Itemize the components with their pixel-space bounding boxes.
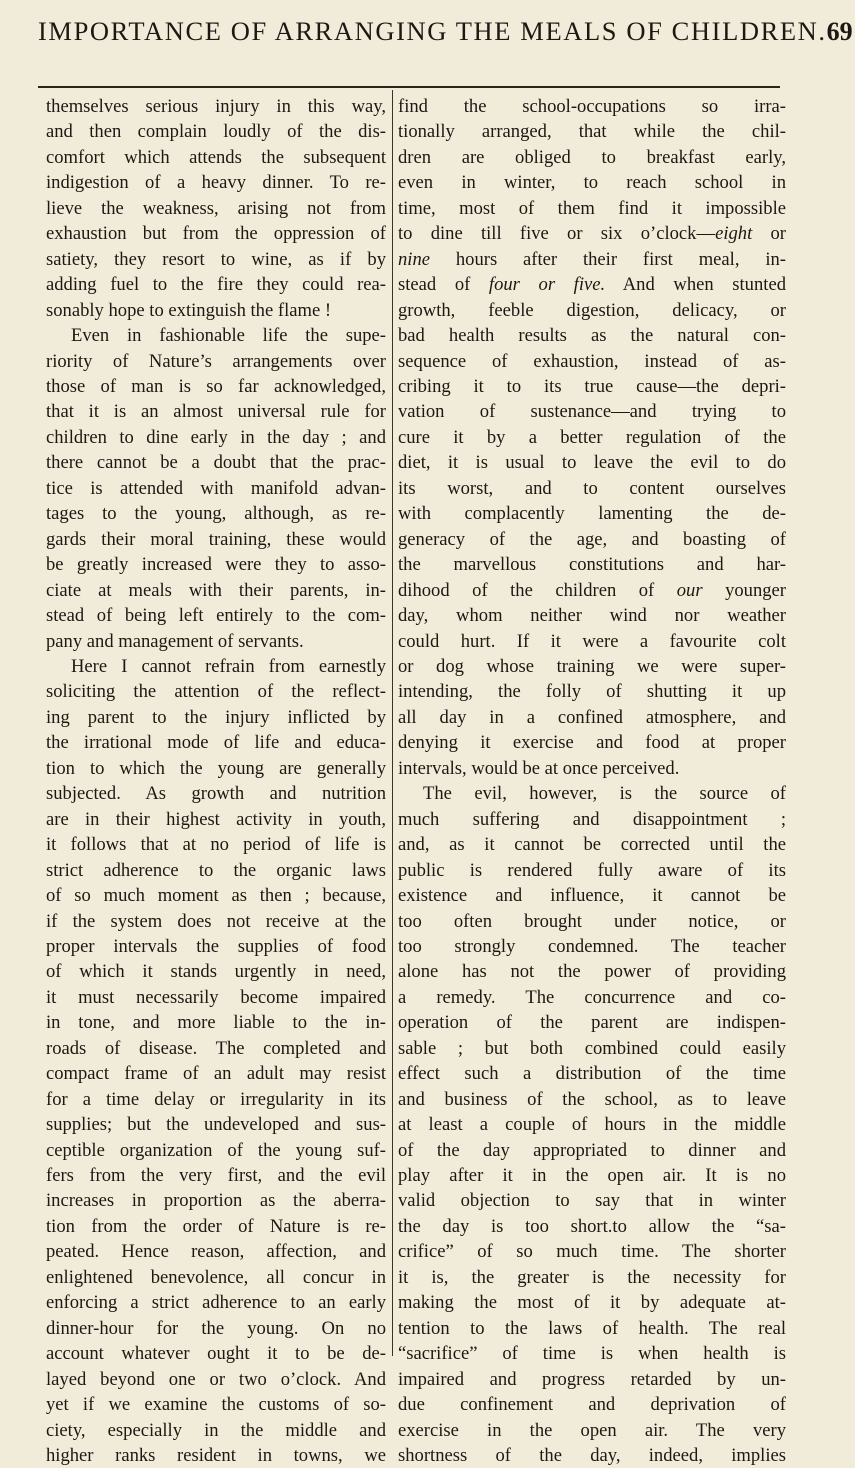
text-line: adding fuel to the fire they could rea-: [46, 274, 386, 296]
text-line: alone has not the power of providing: [398, 961, 786, 983]
text-line: soliciting the attention of the reflect-: [46, 681, 386, 703]
text-line: crifice” of so much time. The shorter: [398, 1241, 786, 1263]
text-line: [398, 221, 786, 246]
text-line: are in their highest activity in youth,: [46, 808, 386, 830]
text-line: tention to the laws of health. The real: [398, 1317, 786, 1339]
text-line: themselves serious injury in this way,: [46, 96, 386, 117]
text-line: riority of Nature’s arrangements over: [46, 350, 386, 372]
text-line: making the most of it by adequate at-: [398, 1292, 786, 1314]
text-line: [398, 578, 786, 603]
text-line: or dog whose training we were super-: [398, 655, 786, 677]
text-line: time, most of them find it impossible: [398, 197, 786, 219]
text-run: younger: [702, 579, 786, 601]
text-line: pany and management of servants.: [46, 630, 304, 652]
text-line: much suffering and disappointment ;: [398, 808, 786, 830]
text-line: for a time delay or irregularity in its: [46, 1088, 386, 1110]
text-line: dren are obliged to breakfast early,: [398, 146, 786, 168]
text-line: increases in proportion as the aberra-: [46, 1190, 386, 1212]
text-line: play after it in the open air. It is no: [398, 1165, 786, 1187]
text-run: dihood of the children of: [398, 579, 677, 601]
italic-run: eight: [715, 223, 753, 245]
page-number: 69: [826, 17, 853, 46]
text-line: account whatever ought it to be de-: [46, 1343, 386, 1365]
text-line: its worst, and to content ourselves: [398, 477, 786, 499]
text-line: sequence of exhaustion, instead of as-: [398, 350, 786, 372]
text-line: exhaustion but from the oppression of: [46, 223, 386, 245]
paragraph-start-line: The evil, however, is the source of: [423, 783, 786, 805]
text-line: dinner-hour for the young. On no: [46, 1317, 386, 1339]
text-line: exercise in the open air. The very: [398, 1419, 786, 1441]
text-line: the marvellous constitutions and har-: [398, 554, 786, 576]
text-line: existence and influence, it cannot be: [398, 885, 786, 907]
text-run: hours after their first meal, in-: [430, 248, 786, 270]
text-line: find the school-occupations so irra-: [398, 96, 786, 117]
text-line: sable ; but both combined could easily: [398, 1037, 786, 1059]
text-line: the day is too short.to allow the “sa-: [398, 1215, 786, 1237]
paragraph-start-line: Even in fashionable life the supe-: [71, 325, 386, 347]
text-line: of which it stands urgently in need,: [46, 961, 386, 983]
text-line: strict adherence to the organic laws: [46, 859, 386, 881]
text-line: it follows that at no period of life is: [46, 834, 386, 856]
text-line: if the system does not receive at the: [46, 910, 386, 932]
text-line: of the day appropriated to dinner and: [398, 1139, 786, 1161]
text-line: ceptible organization of the young suf-: [46, 1139, 386, 1161]
text-line: there cannot be a doubt that the prac-: [46, 452, 386, 474]
text-line: tionally arranged, that while the chil-: [398, 121, 786, 143]
text-line: too strongly condemned. The teacher: [398, 935, 786, 957]
text-line: too often brought under notice, or: [398, 910, 786, 932]
text-line: fers from the very first, and the evil: [46, 1165, 386, 1187]
right-column: [398, 94, 786, 1468]
text-line: that it is an almost universal rule for: [46, 401, 386, 423]
text-line: shortness of the day, indeed, implies: [398, 1445, 786, 1467]
text-line: layed beyond one or two o’clock. And: [46, 1368, 386, 1390]
text-line: “sacrifice” of time is when health is: [398, 1343, 786, 1365]
text-line: sonably hope to extinguish the flame !: [46, 299, 332, 321]
paragraph-start-line: Here I cannot refrain from earnestly: [71, 655, 386, 677]
text-line: tion from the order of Nature is re-: [46, 1215, 386, 1237]
text-line: a remedy. The concurrence and co-: [398, 986, 786, 1008]
text-line: yet if we examine the customs of so-: [46, 1394, 386, 1416]
text-line: proper intervals the supplies of food: [46, 935, 386, 957]
text-line: indigestion of a heavy dinner. To re-: [46, 172, 386, 194]
text-line: could hurt. If it were a favourite colt: [398, 630, 786, 652]
text-line: compact frame of an adult may resist: [46, 1063, 386, 1085]
text-line: public is rendered fully aware of its: [398, 859, 786, 881]
text-line: peated. Hence reason, affection, and: [46, 1241, 386, 1263]
text-run: to dine till five or six o’clock—: [398, 223, 716, 245]
text-line: valid objection to say that in winter: [398, 1190, 786, 1212]
text-line: due confinement and deprivation of: [398, 1394, 786, 1416]
text-line: at least a couple of hours in the middle: [398, 1114, 786, 1136]
text-run: or: [752, 223, 786, 245]
text-line: enlightened benevolence, all concur in: [46, 1266, 386, 1288]
text-line: denying it exercise and food at proper: [398, 732, 786, 754]
page-header: [38, 16, 853, 52]
text-line: even in winter, to reach school in: [398, 172, 786, 194]
text-line: effect such a distribution of the time: [398, 1063, 786, 1085]
text-line: and then complain loudly of the dis-: [46, 121, 386, 143]
text-line: in tone, and more liable to the in-: [46, 1012, 386, 1034]
text-line: tages to the young, although, as re-: [46, 503, 386, 525]
text-line: roads of disease. The completed and: [46, 1037, 386, 1059]
text-line: gards their moral training, these would: [46, 528, 386, 550]
text-line: cure it by a better regulation of the: [398, 426, 786, 448]
text-line: enforcing a strict adherence to an early: [46, 1292, 386, 1314]
text-line: those of man is so far acknowledged,: [46, 375, 386, 397]
text-line: bad health results as the natural con-: [398, 325, 786, 347]
text-line: it must necessarily become impaired: [46, 986, 386, 1008]
header-rule: [38, 86, 780, 88]
text-run: And when stunted: [605, 274, 786, 296]
italic-run: four or five.: [488, 274, 606, 296]
text-line: children to dine early in the day ; and: [46, 426, 386, 448]
text-line: tice is attended with manifold advan-: [46, 477, 386, 499]
text-line: operation of the parent are indispen-: [398, 1012, 786, 1034]
text-line: higher ranks resident in towns, we: [46, 1445, 386, 1467]
text-line: vation of sustenance—and trying to: [398, 401, 786, 423]
text-line: stead of being left entirely to the com-: [46, 605, 386, 627]
text-line: ciety, especially in the middle and: [46, 1419, 386, 1441]
text-line: generacy of the age, and boasting of: [398, 528, 786, 550]
text-line: growth, feeble digestion, delicacy, or: [398, 299, 786, 321]
column-divider: [392, 90, 393, 1356]
text-line: intending, the folly of shutting it up: [398, 681, 786, 703]
text-line: diet, it is usual to leave the evil to do: [398, 452, 786, 474]
text-line: lieve the weakness, arising not from: [46, 197, 386, 219]
text-line: [398, 272, 786, 297]
text-line: impaired and progress retarded by un-: [398, 1368, 786, 1390]
text-line: ing parent to the injury inflicted by: [46, 706, 386, 728]
running-title: IMPORTANCE OF ARRANGING THE MEALS OF CHILDREN.: [38, 16, 827, 46]
text-line: and business of the school, as to leave: [398, 1088, 786, 1110]
text-run: stead of: [398, 274, 489, 296]
text-line: it is, the greater is the necessity for: [398, 1266, 786, 1288]
text-line: the irrational mode of life and educa-: [46, 732, 386, 754]
text-line: with complacently lamenting the de-: [398, 503, 786, 525]
left-column: [46, 94, 386, 1468]
text-line: cribing it to its true cause—the depri-: [398, 375, 786, 397]
text-line: ciate at meals with their parents, in-: [46, 579, 386, 601]
text-line: day, whom neither wind nor weather: [398, 605, 786, 627]
italic-run: our: [676, 579, 703, 601]
text-line: and, as it cannot be corrected until the: [398, 834, 786, 856]
text-line: of so much moment as then ; because,: [46, 885, 386, 907]
text-line: be greatly increased were they to asso-: [46, 554, 386, 576]
text-line: [398, 247, 786, 272]
text-line: subjected. As growth and nutrition: [46, 783, 386, 805]
text-line: intervals, would be at once perceived.: [398, 757, 680, 779]
italic-run: nine: [398, 248, 431, 270]
text-line: comfort which attends the subsequent: [46, 146, 386, 168]
text-line: tion to which the young are generally: [46, 757, 386, 779]
text-line: satiety, they resort to wine, as if by: [46, 248, 386, 270]
text-line: supplies; but the undeveloped and sus-: [46, 1114, 386, 1136]
text-line: all day in a confined atmosphere, and: [398, 706, 786, 728]
